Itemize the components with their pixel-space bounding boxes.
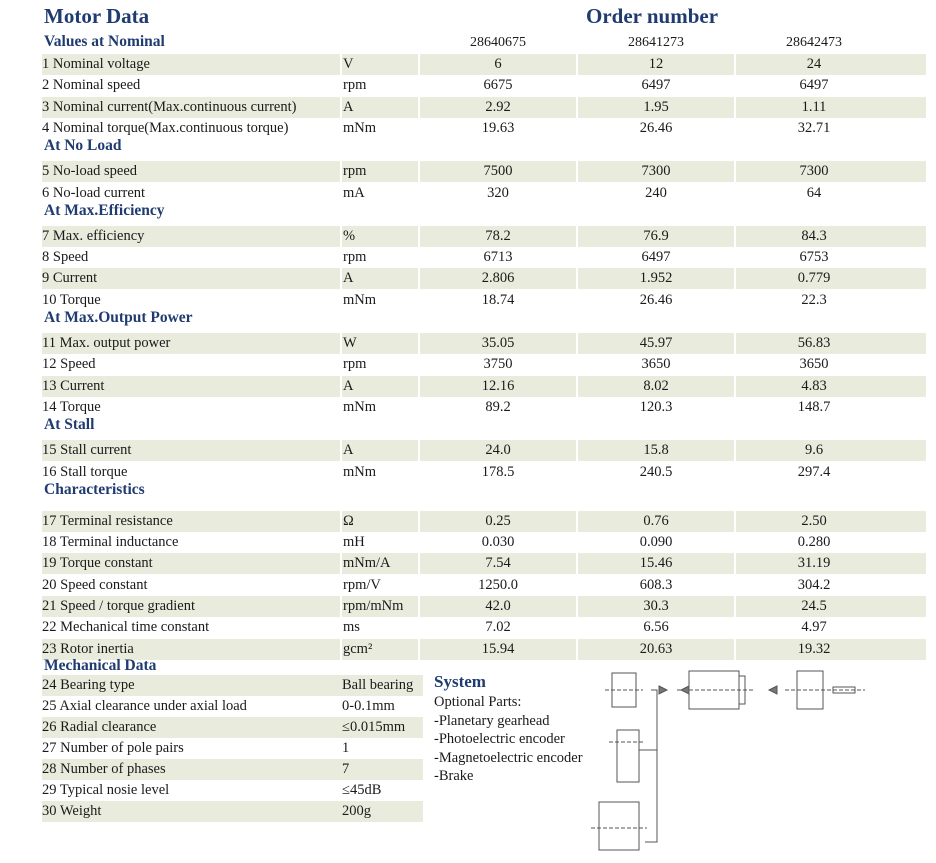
table-row	[42, 247, 926, 268]
row-label: 10 Torque	[42, 291, 101, 308]
mechanical-row	[42, 675, 423, 696]
column-divider	[734, 54, 736, 75]
row-value: 2.806	[481, 270, 515, 287]
row-value: 178.5	[481, 463, 515, 480]
column-divider	[734, 532, 736, 553]
column-divider	[734, 268, 736, 289]
column-divider	[340, 376, 342, 397]
column-divider	[576, 183, 578, 204]
row-value: 0.76	[643, 512, 669, 529]
row-unit: A	[343, 377, 354, 394]
row-unit: rpm	[343, 249, 367, 266]
column-divider	[576, 75, 578, 96]
system-line: Optional Parts:	[434, 694, 522, 710]
row-value: 22.3	[801, 291, 827, 308]
column-divider	[418, 553, 420, 574]
mechanical-value: 7	[342, 761, 350, 777]
row-value: 4.97	[801, 619, 827, 636]
row-label: 20 Speed constant	[42, 576, 148, 593]
row-value: 15.8	[643, 442, 669, 459]
row-unit: gcm²	[343, 640, 373, 657]
column-divider	[418, 596, 420, 617]
column-divider	[734, 118, 736, 139]
row-label: 22 Mechanical time constant	[42, 619, 210, 636]
row-value: 6713	[483, 249, 513, 266]
column-divider	[734, 226, 736, 247]
row-label: 12 Speed	[42, 356, 96, 373]
row-label: 8 Speed	[42, 249, 89, 266]
column-divider	[734, 97, 736, 118]
column-divider	[576, 532, 578, 553]
section-heading: Characteristics	[44, 480, 145, 498]
column-divider	[340, 118, 342, 139]
row-value: 7300	[641, 163, 671, 180]
column-divider	[418, 440, 420, 461]
system-line: -Photoelectric encoder	[434, 731, 565, 747]
row-value: 24.5	[801, 598, 827, 614]
section-heading: At Max.Efficiency	[44, 201, 165, 219]
column-divider	[418, 397, 420, 418]
row-value: 120.3	[639, 398, 673, 415]
table-row	[42, 290, 926, 311]
column-divider	[734, 376, 736, 397]
column-divider	[576, 247, 578, 268]
row-value: 148.7	[797, 398, 831, 415]
column-divider	[418, 118, 420, 139]
row-unit: %	[343, 227, 356, 244]
column-divider	[418, 97, 420, 118]
column-divider	[576, 118, 578, 139]
column-divider	[734, 333, 736, 354]
mechanical-value: ≤45dB	[342, 782, 382, 798]
column-divider	[340, 161, 342, 182]
column-divider	[418, 354, 420, 375]
row-unit: mNm	[343, 398, 377, 415]
table-row	[42, 354, 926, 375]
column-divider	[576, 268, 578, 289]
row-label: 14 Torque	[42, 398, 101, 415]
column-divider	[340, 596, 342, 617]
column-divider	[418, 54, 420, 75]
row-label: 19 Torque constant	[42, 555, 153, 572]
system-line: -Planetary gearhead	[434, 712, 550, 729]
column-divider	[340, 183, 342, 204]
column-divider	[418, 511, 420, 532]
row-value: 8.02	[643, 377, 669, 394]
column-divider	[734, 397, 736, 418]
row-unit: A	[343, 98, 354, 115]
row-value: 2.92	[485, 98, 511, 115]
column-divider	[340, 268, 342, 289]
column-divider	[340, 553, 342, 574]
row-unit: mA	[343, 184, 365, 201]
row-value: 1.95	[643, 98, 669, 115]
row-value: 6497	[641, 249, 671, 266]
table-row	[42, 183, 926, 204]
row-value: 6675	[483, 77, 513, 94]
row-label: 23 Rotor inertia	[42, 640, 134, 657]
row-label: 18 Terminal inductance	[42, 534, 179, 551]
arrow-right-icon	[659, 686, 667, 694]
row-label: 21 Speed / torque gradient	[42, 598, 196, 614]
row-value: 32.71	[797, 119, 831, 136]
row-value: 64	[806, 184, 822, 201]
row-unit: mNm	[343, 119, 377, 136]
row-value: 2.50	[801, 512, 827, 529]
column-divider	[340, 226, 342, 247]
column-divider	[418, 376, 420, 397]
column-divider	[418, 617, 420, 638]
table-row	[42, 440, 926, 461]
table-row	[42, 639, 926, 660]
row-value: 89.2	[485, 398, 511, 415]
mechanical-heading: Mechanical Data	[44, 657, 157, 674]
row-value: 0.25	[485, 512, 511, 529]
row-label: 4 Nominal torque(Max.continuous torque)	[42, 119, 289, 136]
row-value: 19.63	[481, 119, 515, 136]
column-divider	[734, 290, 736, 311]
row-unit: rpm/V	[343, 576, 381, 593]
column-divider	[340, 397, 342, 418]
row-value: 26.46	[639, 119, 673, 136]
row-value: 6497	[641, 77, 671, 94]
row-value: 4.83	[801, 377, 827, 394]
connector-line	[645, 690, 657, 842]
row-value: 84.3	[801, 227, 827, 244]
table-row	[42, 97, 926, 118]
row-value: 3650	[641, 356, 671, 373]
row-value: 0.090	[639, 534, 673, 551]
row-label: 1 Nominal voltage	[42, 56, 150, 72]
row-label: 16 Stall torque	[42, 463, 128, 480]
column-divider	[576, 376, 578, 397]
table-row	[42, 161, 926, 182]
column-divider	[576, 97, 578, 118]
table-row	[42, 268, 926, 289]
mechanical-label: 29 Typical nosie level	[42, 782, 170, 798]
row-unit: ms	[343, 619, 360, 636]
column-divider	[576, 617, 578, 638]
row-value: 31.19	[797, 555, 831, 572]
system-line: -Brake	[434, 768, 474, 784]
row-value: 7.02	[485, 619, 511, 636]
column-divider	[340, 354, 342, 375]
table-row	[42, 575, 926, 596]
section-heading: At Stall	[44, 416, 95, 434]
mechanical-row	[42, 759, 423, 780]
mechanical-value: 0-0.1mm	[342, 698, 395, 714]
order-number-3: 28642473	[786, 35, 842, 50]
row-value: 240.5	[639, 463, 673, 480]
column-divider	[340, 54, 342, 75]
column-divider	[340, 617, 342, 638]
mechanical-value: 200g	[342, 803, 371, 819]
column-divider	[340, 97, 342, 118]
row-value: 15.94	[481, 640, 515, 657]
column-divider	[576, 54, 578, 75]
row-value: 78.2	[485, 227, 511, 244]
row-value: 608.3	[639, 576, 673, 593]
system-line: -Magnetoelectric encoder	[434, 749, 583, 766]
row-unit: A	[343, 270, 354, 287]
row-value: 6	[494, 56, 502, 72]
row-label: 15 Stall current	[42, 442, 132, 459]
column-divider	[418, 333, 420, 354]
column-divider	[418, 226, 420, 247]
table-row	[42, 376, 926, 397]
column-divider	[340, 639, 342, 660]
row-value: 0.779	[797, 270, 831, 287]
brake-part	[599, 802, 639, 850]
table-row	[42, 118, 926, 139]
system-title: System	[434, 672, 486, 691]
row-label: 2 Nominal speed	[42, 77, 141, 94]
row-value: 18.74	[481, 291, 515, 308]
row-value: 0.280	[797, 534, 831, 551]
order-number-1: 28640675	[470, 35, 526, 50]
column-divider	[734, 596, 736, 617]
row-value: 6753	[799, 249, 829, 266]
order-number-2: 28641273	[628, 35, 684, 50]
row-value: 24.0	[485, 442, 511, 459]
column-divider	[734, 247, 736, 268]
column-divider	[340, 333, 342, 354]
order-number-title: Order number	[586, 4, 719, 28]
mechanical-label: 27 Number of pole pairs	[42, 740, 184, 756]
column-divider	[734, 553, 736, 574]
column-divider	[418, 575, 420, 596]
column-divider	[734, 354, 736, 375]
column-divider	[576, 161, 578, 182]
row-unit: Ω	[343, 512, 354, 529]
row-label: 17 Terminal resistance	[42, 512, 173, 529]
row-unit: A	[343, 442, 354, 459]
row-value: 297.4	[797, 463, 831, 480]
row-value: 42.0	[485, 598, 511, 614]
column-divider	[418, 161, 420, 182]
column-divider	[576, 553, 578, 574]
column-divider	[576, 639, 578, 660]
column-divider	[734, 440, 736, 461]
row-value: 320	[487, 184, 509, 201]
row-value: 19.32	[797, 640, 831, 657]
row-value: 1250.0	[478, 576, 518, 593]
table-row	[42, 617, 926, 638]
row-value: 240	[645, 184, 667, 201]
mechanical-row	[42, 717, 423, 738]
table-row	[42, 511, 926, 532]
column-divider	[734, 462, 736, 483]
row-unit: rpm	[343, 356, 367, 373]
column-divider	[340, 440, 342, 461]
column-divider	[576, 290, 578, 311]
row-value: 20.63	[639, 640, 673, 657]
row-label: 7 Max. efficiency	[42, 227, 145, 244]
column-divider	[576, 462, 578, 483]
row-value: 3750	[483, 356, 513, 373]
row-unit: V	[343, 56, 354, 72]
system-diagram	[585, 660, 875, 860]
column-divider	[418, 247, 420, 268]
column-divider	[734, 511, 736, 532]
row-label: 9 Current	[42, 270, 98, 287]
column-divider	[734, 183, 736, 204]
row-value: 56.83	[797, 335, 831, 351]
row-value: 24	[806, 56, 822, 72]
row-value: 6.56	[643, 619, 669, 636]
row-value: 30.3	[643, 598, 669, 614]
column-divider	[576, 596, 578, 617]
row-value: 7.54	[485, 555, 511, 572]
row-label: 11 Max. output power	[42, 335, 171, 351]
column-divider	[340, 247, 342, 268]
column-divider	[734, 75, 736, 96]
table-row	[42, 532, 926, 553]
row-value: 35.05	[481, 335, 515, 351]
column-divider	[340, 290, 342, 311]
section-heading: At No Load	[44, 137, 122, 155]
row-unit: mNm	[343, 291, 377, 308]
row-unit: mH	[343, 534, 365, 551]
row-value: 7300	[799, 163, 829, 180]
column-divider	[576, 440, 578, 461]
row-value: 45.97	[639, 335, 673, 351]
column-divider	[576, 354, 578, 375]
table-row	[42, 596, 926, 617]
mechanical-row	[42, 801, 423, 822]
row-unit: mNm/A	[343, 555, 391, 572]
column-divider	[418, 75, 420, 96]
column-divider	[418, 268, 420, 289]
row-value: 12	[648, 56, 664, 72]
row-value: 1.952	[639, 270, 673, 287]
column-divider	[576, 511, 578, 532]
column-divider	[340, 75, 342, 96]
section-heading: Values at Nominal	[44, 33, 165, 50]
column-divider	[340, 575, 342, 596]
row-value: 3650	[799, 356, 829, 373]
table-row	[42, 333, 926, 354]
row-unit: rpm	[343, 163, 367, 180]
table-row	[42, 462, 926, 483]
row-label: 3 Nominal current(Max.continuous current)	[42, 98, 297, 115]
mechanical-row	[42, 738, 423, 759]
row-value: 304.2	[797, 576, 831, 593]
column-divider	[576, 397, 578, 418]
column-divider	[418, 183, 420, 204]
row-value: 15.46	[639, 555, 673, 572]
column-divider	[734, 161, 736, 182]
table-row	[42, 75, 926, 96]
mechanical-value: Ball bearing	[342, 677, 414, 693]
column-divider	[418, 639, 420, 660]
table-row	[42, 54, 926, 75]
mechanical-label: 28 Number of phases	[42, 761, 166, 777]
row-label: 6 No-load current	[42, 184, 146, 201]
column-divider	[734, 617, 736, 638]
column-divider	[576, 333, 578, 354]
row-value: 7500	[483, 163, 513, 180]
row-value: 26.46	[639, 291, 673, 308]
mechanical-value: 1	[342, 740, 350, 756]
mechanical-label: 24 Bearing type	[42, 677, 135, 693]
column-divider	[576, 226, 578, 247]
column-divider	[340, 532, 342, 553]
row-value: 76.9	[643, 227, 669, 244]
row-unit: W	[343, 335, 357, 351]
row-unit: rpm/mNm	[343, 598, 404, 614]
row-unit: rpm	[343, 77, 367, 94]
section-heading: At Max.Output Power	[44, 309, 193, 326]
table-row	[42, 553, 926, 574]
row-value: 0.030	[481, 534, 515, 551]
mechanical-label: 25 Axial clearance under axial load	[42, 698, 247, 714]
middle-encoder-part	[617, 730, 639, 782]
column-divider	[418, 462, 420, 483]
table-row	[42, 397, 926, 418]
column-divider	[734, 639, 736, 660]
row-label: 5 No-load speed	[42, 163, 138, 180]
row-label: 13 Current	[42, 377, 105, 394]
column-divider	[340, 462, 342, 483]
column-divider	[576, 575, 578, 596]
row-value: 9.6	[804, 442, 824, 459]
row-value: 1.11	[801, 98, 827, 115]
mechanical-label: 30 Weight	[42, 803, 102, 819]
column-divider	[734, 575, 736, 596]
mechanical-row	[42, 780, 423, 801]
mechanical-label: 26 Radial clearance	[42, 719, 157, 735]
column-divider	[418, 290, 420, 311]
mechanical-value: ≤0.015mm	[342, 719, 406, 735]
row-unit: mNm	[343, 463, 377, 480]
row-value: 12.16	[481, 377, 515, 394]
column-divider	[340, 511, 342, 532]
arrow-left-icon-2	[769, 686, 777, 694]
page-title: Motor Data	[44, 4, 150, 28]
row-value: 6497	[799, 77, 829, 94]
mechanical-row	[42, 696, 423, 717]
column-divider	[418, 532, 420, 553]
table-row	[42, 226, 926, 247]
arrow-left-icon	[681, 686, 689, 694]
